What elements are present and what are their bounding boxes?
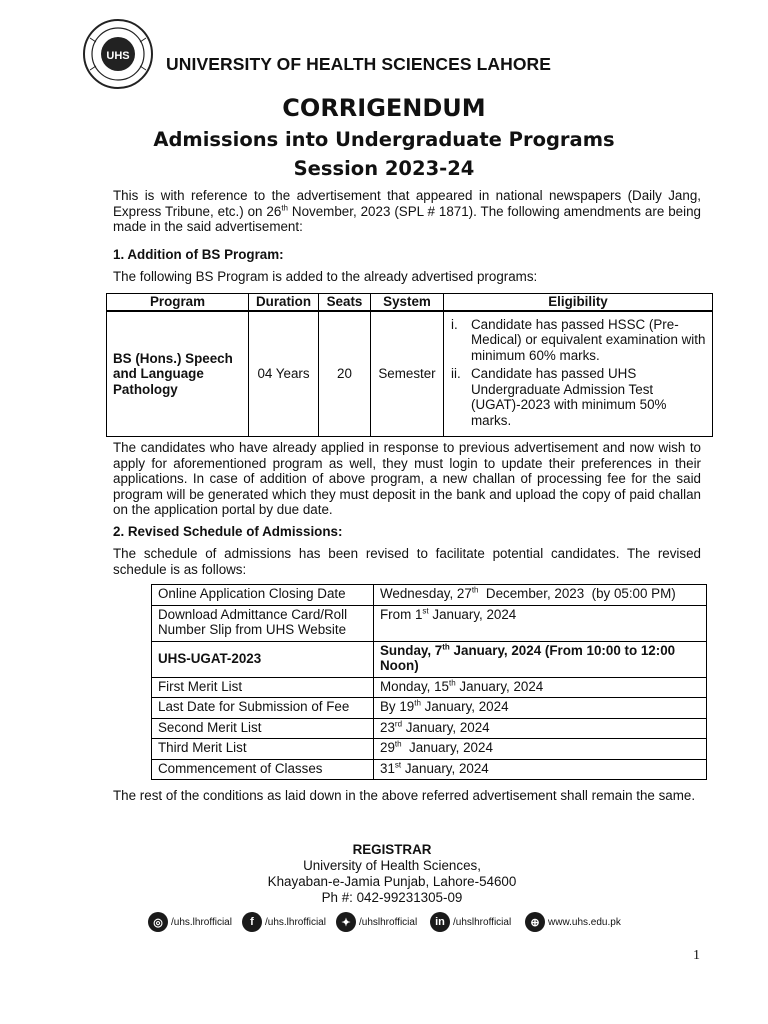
schedule-date: Monday, 15th January, 2024 — [374, 677, 707, 698]
table-row — [152, 759, 707, 780]
header-seats: Seats — [319, 294, 371, 311]
schedule-date: By 19th January, 2024 — [374, 698, 707, 719]
program-name: BS (Hons.) Speech and Language Pathology — [107, 311, 249, 437]
university-name: UNIVERSITY OF HEALTH SCIENCES LAHORE — [166, 54, 552, 74]
uhs-logo — [82, 18, 154, 90]
twitter-icon: ✦ — [336, 912, 356, 932]
table-row — [152, 739, 707, 760]
program-table — [106, 293, 713, 437]
schedule-date: 23rd January, 2024 — [374, 718, 707, 739]
schedule-table — [151, 584, 707, 780]
schedule-event: First Merit List — [152, 677, 374, 698]
table-row — [152, 677, 707, 698]
program-duration: 04 Years — [249, 311, 319, 437]
schedule-event: Second Merit List — [152, 718, 374, 739]
schedule-event: UHS-UGAT-2023 — [152, 641, 374, 677]
program-system: Semester — [371, 311, 444, 437]
header-duration: Duration — [249, 294, 319, 311]
session-title: Session 2023-24 — [293, 157, 475, 180]
globe-icon: ⊕ — [525, 912, 545, 932]
registrar-line1: University of Health Sciences, — [303, 858, 481, 873]
program-table-header — [107, 294, 713, 311]
schedule-event: Third Merit List — [152, 739, 374, 760]
list-item: ii. Candidate has passed UHS Undergraduate Admission Test (UGAT)-2023 with minimum 50% marks. — [451, 366, 667, 428]
section1-note: The candidates who have already applied in response to previous advertisement and now wish to apply for aforementioned program as well, they must login to update their preferences in their applications. In case of addition of above program, a new challan of processing fee for the said program will be generated which they must deposit in the bank and upload the copy of paid challan on the application portal by due date. — [113, 440, 701, 517]
section1-intro: The following BS Program is added to the already advertised programs: — [113, 269, 538, 284]
document-title: CORRIGENDUM — [282, 94, 486, 122]
table-row — [107, 311, 713, 437]
schedule-event: Last Date for Submission of Fee — [152, 698, 374, 719]
eligibility-list — [447, 317, 709, 429]
schedule-date: Wednesday, 27th December, 2023 (by 05:00 PM) — [374, 585, 707, 606]
schedule-event: Online Application Closing Date — [152, 585, 374, 606]
header-program: Program — [107, 294, 249, 311]
instagram-icon: ◎ — [148, 912, 168, 932]
list-item: i. Candidate has passed HSSC (Pre-Medical) or equivalent examination with minimum 60% marks. — [451, 316, 706, 363]
schedule-date: Sunday, 7th January, 2024 (From 10:00 to 12:00 Noon) — [374, 641, 707, 677]
header-eligibility: Eligibility — [444, 294, 713, 311]
registrar-phone: Ph #: 042-99231305-09 — [321, 890, 463, 905]
section2-heading: 2. Revised Schedule of Admissions: — [113, 524, 343, 539]
intro-paragraph: This is with reference to the advertisement that appeared in national newspapers (Daily Jang, Express Tribune, etc.) on 26th November, 2023 (SPL # 1871). The following amendments are being made in the said advertisement: — [113, 188, 701, 234]
facebook-icon: f — [242, 912, 262, 932]
registrar-title: REGISTRAR — [352, 842, 432, 857]
schedule-date: 29th January, 2024 — [374, 739, 707, 760]
program-eligibility — [444, 311, 713, 437]
website-link[interactable]: ⊕ www.uhs.edu.pk — [525, 912, 621, 932]
header-system: System — [371, 294, 444, 311]
program-seats: 20 — [319, 311, 371, 437]
table-row — [152, 605, 707, 641]
schedule-event: Commencement of Classes — [152, 759, 374, 780]
schedule-event: Download Admittance Card/Roll Number Slip from UHS Website — [152, 605, 374, 641]
linkedin-link[interactable]: in /uhslhrofficial — [430, 912, 511, 932]
twitter-link[interactable]: ✦ /uhslhrofficial — [336, 912, 417, 932]
section1-heading: 1. Addition of BS Program: — [113, 247, 284, 262]
page-number: 1 — [693, 948, 700, 963]
facebook-link[interactable]: f /uhs.lhrofficial — [242, 912, 326, 932]
schedule-date: 31st January, 2024 — [374, 759, 707, 780]
table-row — [152, 698, 707, 719]
schedule-date: From 1st January, 2024 — [374, 605, 707, 641]
section2-intro: The schedule of admissions has been revised to facilitate potential candidates. The revised schedule is as follows: — [113, 546, 701, 577]
table-row — [152, 718, 707, 739]
table-row — [152, 641, 707, 677]
instagram-link[interactable]: ◎ /uhs.lhrofficial — [148, 912, 232, 932]
linkedin-icon: in — [430, 912, 450, 932]
document-subtitle: Admissions into Undergraduate Programs — [153, 128, 615, 151]
registrar-address: Khayaban-e-Jamia Punjab, Lahore-54600 — [267, 874, 517, 889]
table-row — [152, 585, 707, 606]
closing-paragraph: The rest of the conditions as laid down in the above referred advertisement shall remain the same. — [113, 788, 696, 803]
svg-text:UHS: UHS — [106, 50, 130, 62]
